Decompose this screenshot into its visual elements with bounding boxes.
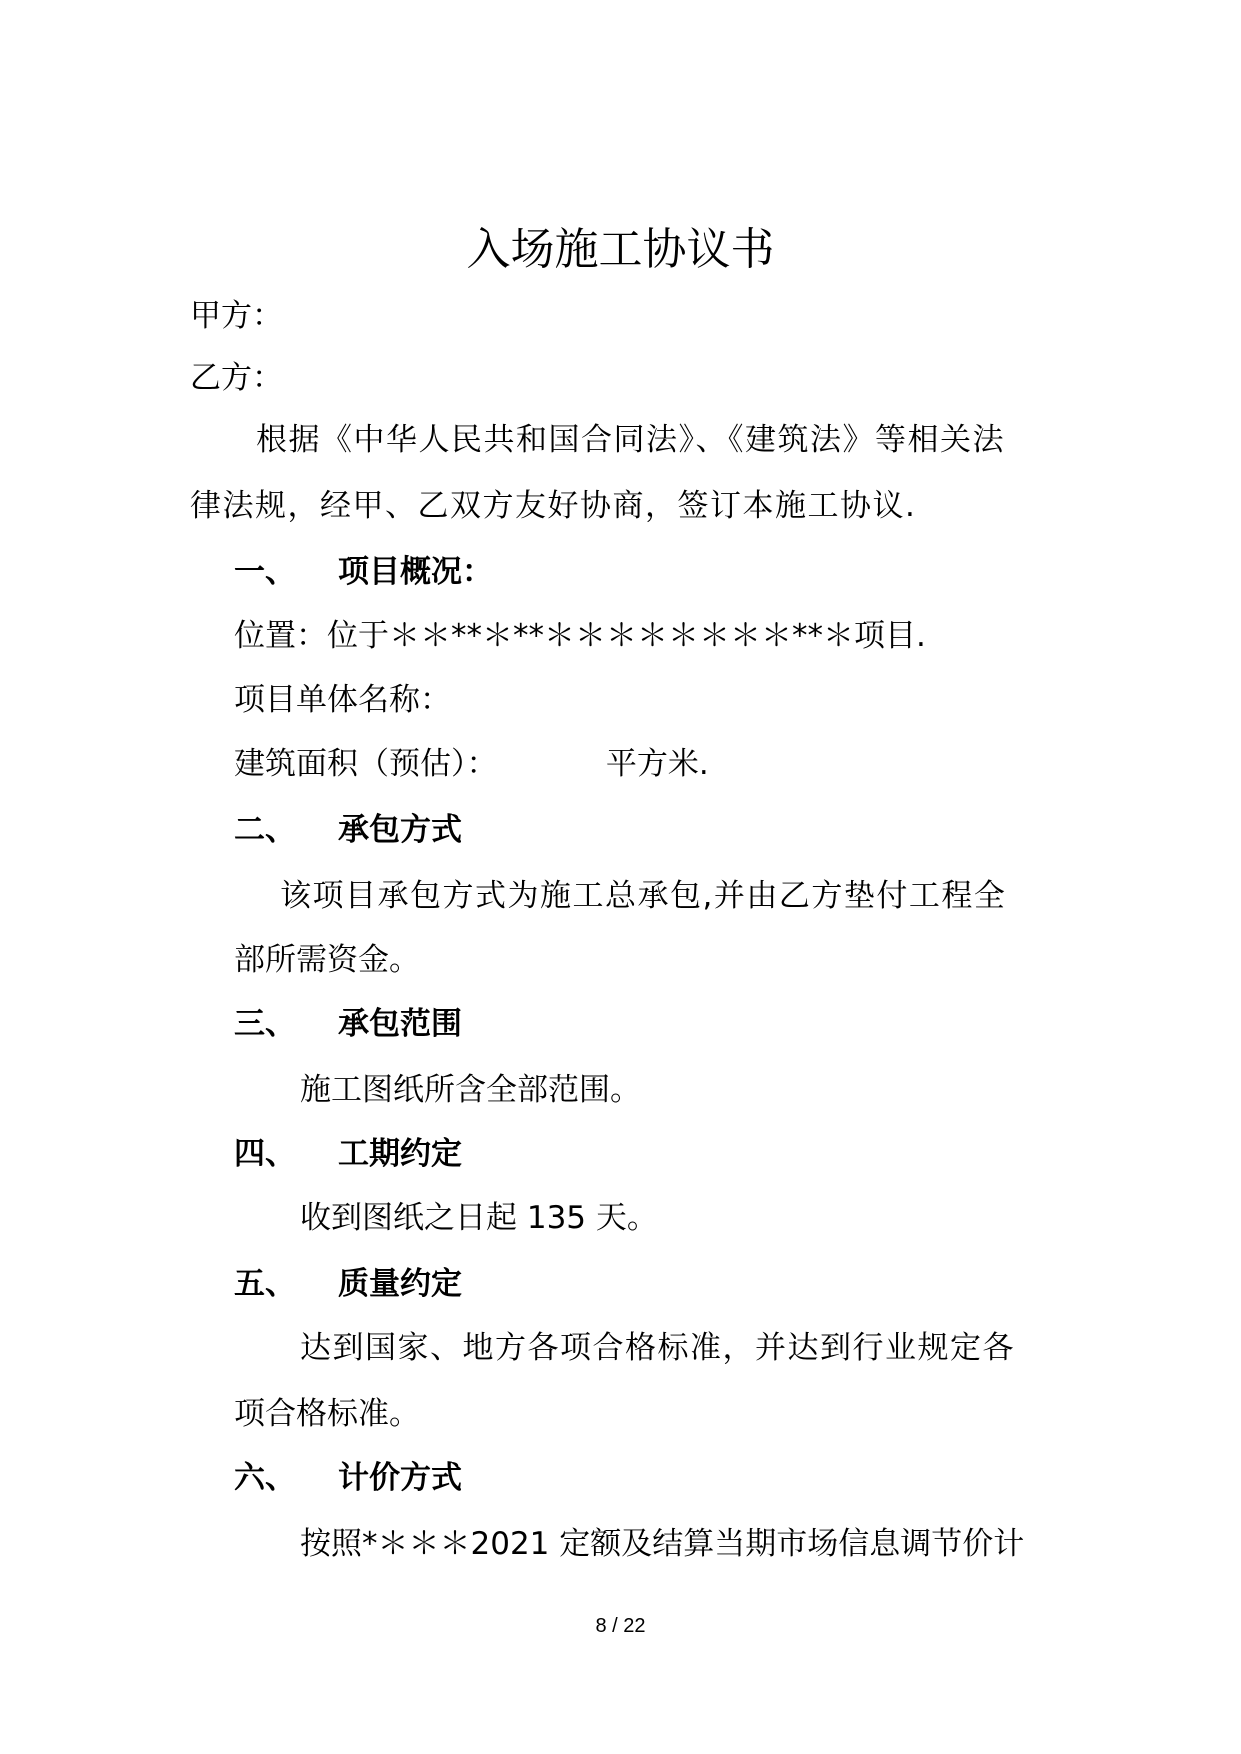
section-title: 质量约定 <box>338 1266 462 1302</box>
section-title: 项目概况： <box>338 554 493 590</box>
section-5-heading <box>234 1264 462 1304</box>
contract-method-line-2: 部所需资金。 <box>234 942 420 978</box>
project-location-line: 位置：位于＊＊**＊**＊＊＊＊＊＊＊＊**＊项目. <box>234 618 926 654</box>
section-4-heading <box>234 1134 462 1174</box>
section-title: 计价方式 <box>338 1460 462 1496</box>
quality-line-1: 达到国家、地方各项合格标准，并达到行业规定各 <box>300 1330 1015 1366</box>
quality-line-2: 项合格标准。 <box>234 1396 420 1432</box>
section-title: 承包方式 <box>338 812 462 848</box>
section-6-heading <box>234 1458 462 1498</box>
party-b-label: 乙方： <box>190 360 283 396</box>
section-title: 工期约定 <box>338 1136 462 1172</box>
contract-scope-line: 施工图纸所含全部范围。 <box>300 1072 641 1108</box>
schedule-line: 收到图纸之日起 135 天。 <box>300 1200 658 1236</box>
intro-paragraph-line-1: 根据《中华人民共和国合同法》、《建筑法》等相关法 <box>256 422 1005 458</box>
project-unit-name-line: 项目单体名称： <box>234 682 451 718</box>
section-number: 五、 <box>234 1266 296 1302</box>
page-number: 8 / 22 <box>595 1615 646 1637</box>
section-number: 一、 <box>234 554 296 590</box>
section-1-heading <box>234 552 493 592</box>
section-number: 六、 <box>234 1460 296 1496</box>
section-number: 三、 <box>234 1006 296 1042</box>
section-number: 四、 <box>234 1136 296 1172</box>
section-3-heading <box>234 1004 462 1044</box>
pricing-line-1: 按照*＊＊＊2021 定额及结算当期市场信息调节价计 <box>300 1526 1025 1562</box>
section-title: 承包范围 <box>338 1006 462 1042</box>
document-title: 入场施工协议书 <box>466 224 775 275</box>
building-area-line: 建筑面积（预估）： 平方米. <box>234 746 709 782</box>
contract-method-line-1: 该项目承包方式为施工总承包,并由乙方垫付工程全 <box>280 878 1007 914</box>
party-a-label: 甲方： <box>190 298 283 334</box>
section-number: 二、 <box>234 812 296 848</box>
section-2-heading <box>234 810 462 850</box>
intro-paragraph-line-2: 律法规，经甲、乙双方友好协商，签订本施工协议. <box>190 488 917 524</box>
